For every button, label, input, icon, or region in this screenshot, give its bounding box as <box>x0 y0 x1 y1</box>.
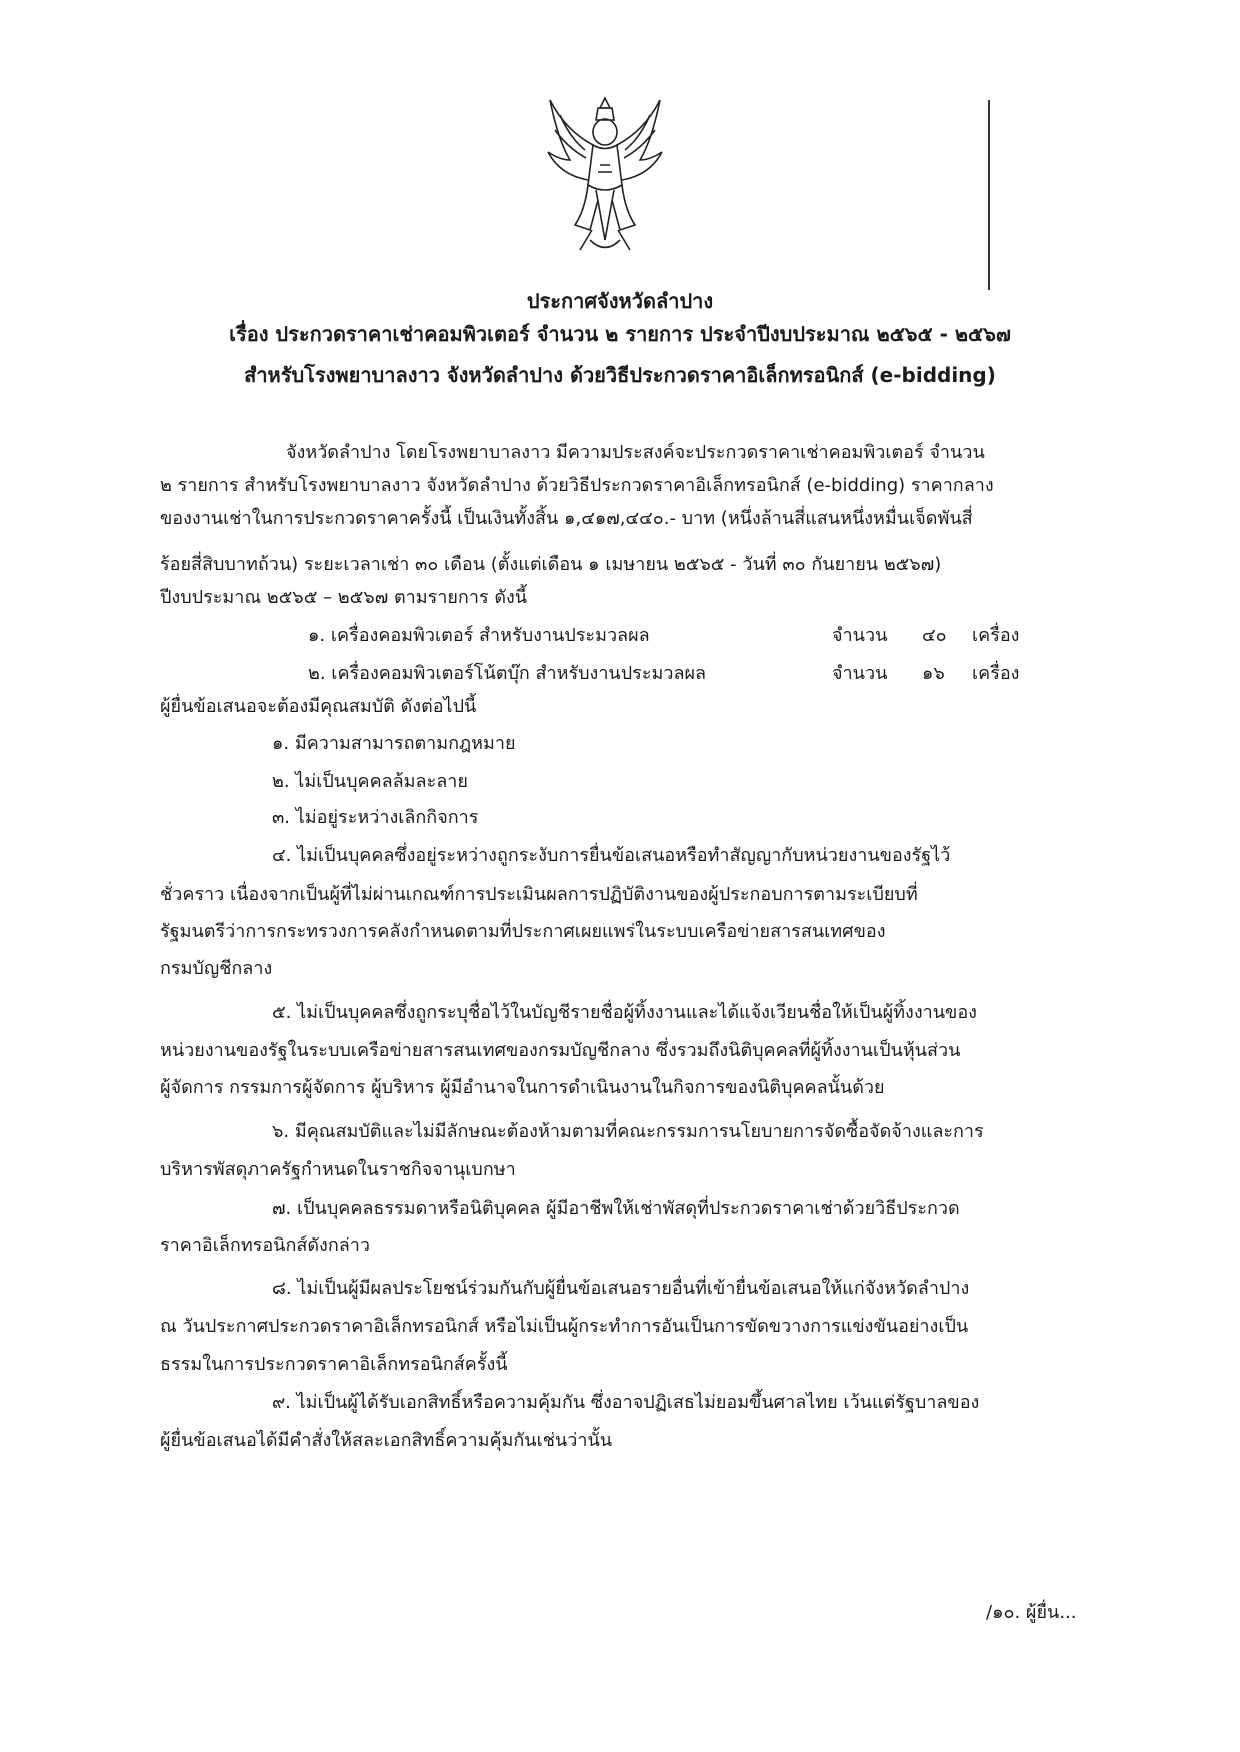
intro-line: ของงานเช่าในการประกวดราคาครั้งนี้ เป็นเงินทั้งสิ้น ๑,๔๑๗,๔๔๐.- บาท (หนึ่งล้านสี่แสนหนึ่งหมื่นเจ็ดพันสี่ <box>160 508 973 529</box>
qualification-5: หน่วยงานของรัฐในระบบเครือข่ายสารสนเทศของกรมบัญชีกลาง ซึ่งรวมถึงนิติบุคคลที่ผู้ทิ้งงานเป็นหุ้นส่วน <box>160 1040 961 1061</box>
qualification-5: ๕. ไม่เป็นบุคคลซึ่งถูกระบุชื่อไว้ในบัญชีรายชื่อผู้ทิ้งงานและได้แจ้งเวียนชื่อให้เป็นผู้ทิ้งงานของ <box>272 1002 977 1023</box>
item-qty: ๔๐ <box>922 625 947 646</box>
qualification-8: ธรรมในการประกวดราคาอิเล็กทรอนิกส์ครั้งนี้ <box>160 1354 508 1375</box>
intro-line: ปีงบประมาณ ๒๕๖๕ – ๒๕๖๗ ตามรายการ ดังนี้ <box>160 587 528 608</box>
document-title: ประกาศจังหวัดลำปาง <box>526 289 714 313</box>
qualification-4: กรมบัญชีกลาง <box>160 958 273 979</box>
garuda-emblem-icon <box>530 90 680 260</box>
item-qty: ๑๖ <box>922 663 945 684</box>
intro-line: จังหวัดลำปาง โดยโรงพยาบาลงาว มีความประสงค์จะประกวดราคาเช่าคอมพิวเตอร์ จำนวน <box>286 442 985 463</box>
qualification-6: บริหารพัสดุภาครัฐกำหนดในราชกิจจานุเบกษา <box>160 1159 516 1180</box>
qualification-5: ผู้จัดการ กรรมการผู้จัดการ ผู้บริหาร ผู้มีอำนาจในการดำเนินงานในกิจการของนิติบุคคลนั้นด้วย <box>160 1077 885 1098</box>
item-label: ๒. เครื่องคอมพิวเตอร์โน้ตบุ๊ก สำหรับงานประมวลผล <box>308 663 707 684</box>
page-continuation-ref: /๑๐. ผู้ยื่น... <box>986 1602 1077 1623</box>
qualification-4: ๔. ไม่เป็นบุคคลซึ่งอยู่ระหว่างถูกระงับการยื่นข้อเสนอหรือทำสัญญากับหน่วยงานของรัฐไว้ <box>272 845 951 866</box>
qualification-9: ๙. ไม่เป็นผู้ได้รับเอกสิทธิ์หรือความคุ้มกัน ซึ่งอาจปฏิเสธไม่ยอมขึ้นศาลไทย เว้นแต่รัฐบาลของ <box>272 1392 980 1413</box>
item-qty-label: จำนวน <box>832 663 888 684</box>
qualification-8: ณ วันประกาศประกวดราคาอิเล็กทรอนิกส์ หรือไม่เป็นผู้กระทำการอันเป็นการขัดขวางการแข่งขันอย่างเป็น <box>160 1316 969 1337</box>
item-label: ๑. เครื่องคอมพิวเตอร์ สำหรับงานประมวลผล <box>308 625 650 646</box>
intro-line: ร้อยสี่สิบบาทถ้วน) ระยะเวลาเช่า ๓๐ เดือน (ตั้งแต่เดือน ๑ เมษายน ๒๕๖๕ - วันที่ ๓๐ กันยายน ๒๕๖๗) <box>160 554 942 575</box>
qualification-8: ๘. ไม่เป็นผู้มีผลประโยชน์ร่วมกันกับผู้ยื่นข้อเสนอรายอื่นที่เข้ายื่นข้อเสนอให้แก่จังหวัดลำปาง <box>272 1278 970 1299</box>
item-qty-label: จำนวน <box>832 625 888 646</box>
subject-line-1: เรื่อง ประกวดราคาเช่าคอมพิวเตอร์ จำนวน ๒ รายการ ประจำปีงบประมาณ ๒๕๖๕ - ๒๕๖๗ <box>229 322 1011 346</box>
qualification-3: ๓. ไม่อยู่ระหว่างเลิกกิจการ <box>272 807 479 828</box>
margin-rule <box>988 100 990 290</box>
qualifications-heading: ผู้ยื่นข้อเสนอจะต้องมีคุณสมบัติ ดังต่อไปนี้ <box>160 696 477 717</box>
qualification-2: ๒. ไม่เป็นบุคคลล้มละลาย <box>272 771 468 792</box>
item-unit: เครื่อง <box>972 663 1020 684</box>
item-unit: เครื่อง <box>972 625 1020 646</box>
qualification-4: ชั่วคราว เนื่องจากเป็นผู้ที่ไม่ผ่านเกณฑ์การประเมินผลการปฏิบัติงานของผู้ประกอบการตามระเบียบที่ <box>160 884 918 905</box>
qualification-1: ๑. มีความสามารถตามกฎหมาย <box>272 733 516 754</box>
qualification-6: ๖. มีคุณสมบัติและไม่มีลักษณะต้องห้ามตามที่คณะกรรมการนโยบายการจัดซื้อจัดจ้างและการ <box>272 1121 984 1142</box>
intro-line: ๒ รายการ สำหรับโรงพยาบาลงาว จังหวัดลำปาง ด้วยวิธีประกวดราคาอิเล็กทรอนิกส์ (e-bidding) ราคากลาง <box>160 475 994 496</box>
qualification-4: รัฐมนตรีว่าการกระทรวงการคลังกำหนดตามที่ประกาศเผยแพร่ในระบบเครือข่ายสารสนเทศของ <box>160 921 886 942</box>
qualification-9: ผู้ยื่นข้อเสนอได้มีคำสั่งให้สละเอกสิทธิ์ความคุ้มกันเช่นว่านั้น <box>160 1430 613 1451</box>
qualification-7: ราคาอิเล็กทรอนิกส์ดังกล่าว <box>160 1235 370 1256</box>
qualification-7: ๗. เป็นบุคคลธรรมดาหรือนิติบุคคล ผู้มีอาชีพให้เช่าพัสดุที่ประกวดราคาเช่าด้วยวิธีประกวด <box>272 1198 960 1219</box>
subject-line-2: สำหรับโรงพยาบาลงาว จังหวัดลำปาง ด้วยวิธีประกวดราคาอิเล็กทรอนิกส์ (e-bidding) <box>244 363 996 387</box>
